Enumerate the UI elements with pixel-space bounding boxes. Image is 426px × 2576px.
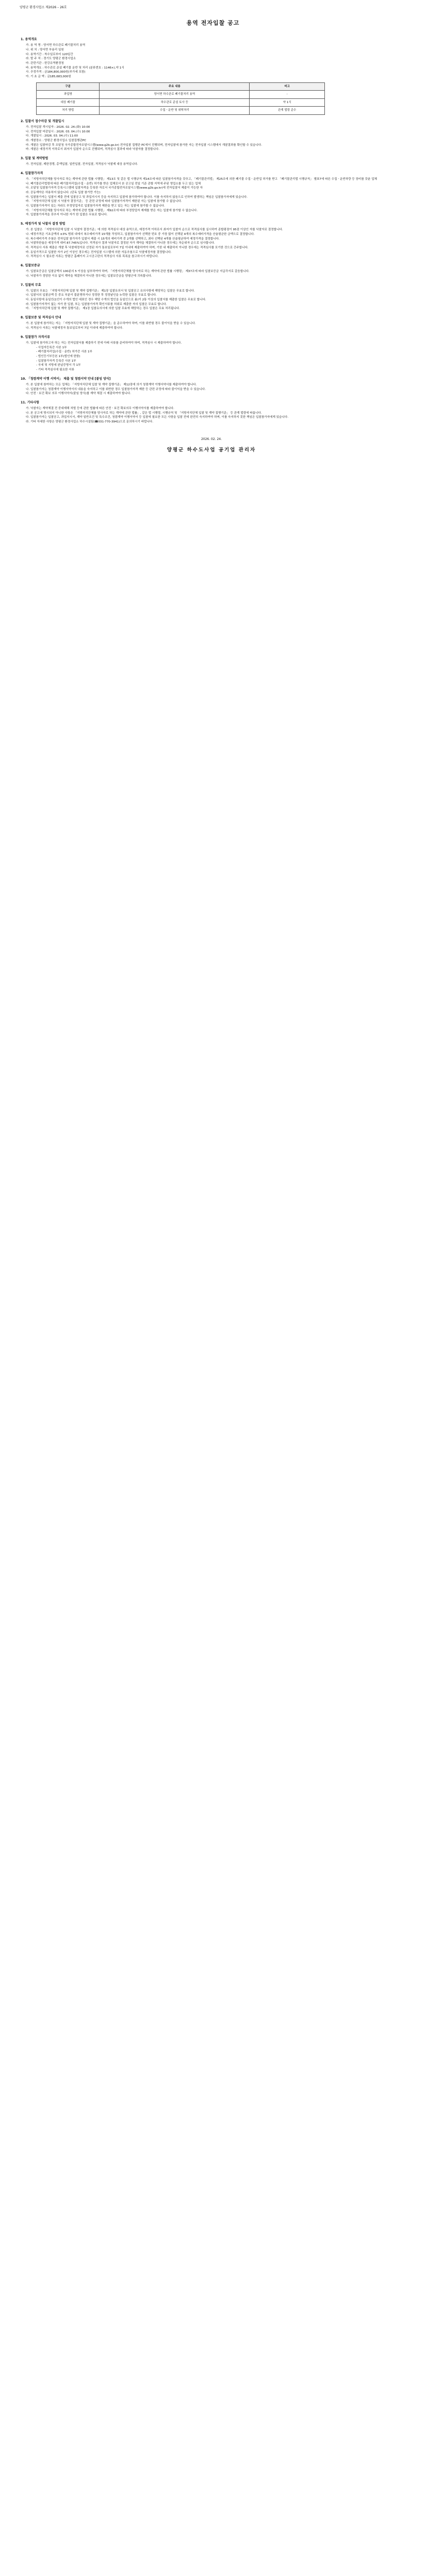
notice-date: 2026. 02. 24. bbox=[201, 437, 222, 441]
section-line: 다. 개찰일시 : 2026. 03. 04.(수) 11:00 bbox=[26, 134, 78, 138]
list-item: - 법인등기부등본 1부(법인에 한함) bbox=[36, 354, 80, 358]
section-heading: 11. 기타사항 bbox=[21, 400, 39, 404]
table-header: 구분 bbox=[37, 82, 100, 91]
table-header: 비고 bbox=[250, 82, 325, 91]
section-line: 라. 입찰참가자격이 없는 자가 한 입찰, 또는 입찰참가자격 확인서류를 허위로 제출한 자의 입찰은 무효로 합니다. bbox=[26, 302, 167, 306]
section-heading: 6. 입찰보증금 bbox=[21, 263, 40, 267]
section-line: 다. 복수예비가격 추첨은 전자입찰 참가자가 입찰서 제출 시 15개의 예비가격 중 2개를 선택하고, 최다 선택된 4개를 산술평균하여 예정가격을 결정합니다. bbox=[26, 237, 220, 241]
section-line: 가. 낙찰자는 계약체결 전 중대재해 처벌 등에 관한 법률에 따른 안전ㆍ보건 확보의무 이행서약서를 제출하여야 합니다. bbox=[26, 407, 174, 411]
section-line: 아. 「지방자치단체를 당사자로 하는 계약에 관한 법률 시행령」 제92조에 따라 부정당업자 제재를 받은 자는 입찰에 참가할 수 없습니다. bbox=[26, 209, 198, 212]
section-line: 가. 「지방자치단체를 당사자로 하는 계약에 관한 법률 시행령」 제13조 및 같은 법 시행규칙 제14조에 따른 입찰참가자격을 갖추고, 「폐기물관리법」 제25조에 의한 폐기물 수집ㆍ운반업 허가를 받고 「폐기물관리법 시행규칙」 별표7에 따른 수집ㆍ운반차량 등 장비를 갖춘 업체 bbox=[26, 178, 377, 181]
section-line: 마. 적격심사 서류 제출은 개찰 후 낙찰예정자로 선정된 자가 통보일로부터 7일 이내에 제출하여야 하며, 기한 내 제출하지 아니한 경우에는 적격심사를 포기한 것으로 간주합니다. bbox=[26, 246, 249, 249]
table-row bbox=[37, 107, 325, 115]
table-cell: 처리 방법 bbox=[37, 107, 100, 115]
section-line: 가. 입찰에 참가하고자 하는 자는 전자입찰서를 제출하기 전에 아래 서류를 준비하여야 하며, 적격심사 시 제출하여야 합니다. bbox=[26, 341, 182, 345]
list-item: - 국세 및 지방세 완납증명서 각 1부 bbox=[36, 364, 81, 367]
table-cell: 양서면 하수관로 폐기물처리 용역 bbox=[100, 91, 250, 99]
section-line: 나. 예정가격은 기초금액의 ±3% 범위 내에서 복수예비가격 15개를 작성하고, 입찰참가자가 선택한 번호 중 가장 많이 선택된 4개의 복수예비가격을 산술평균한 금액으로 결정합니다. bbox=[26, 232, 255, 236]
notice-issuer: 양평군 하수도사업 공기업 관리자 bbox=[167, 447, 256, 453]
section-heading: 4. 입찰참가자격 bbox=[21, 171, 43, 175]
section-line: 나. 낙찰자가 정당한 이유 없이 계약을 체결하지 아니한 경우에는 입찰보증금을 양평군에 귀속합니다. bbox=[26, 274, 152, 278]
section-line: 가. 전자입찰 개시일자 : 2026. 02. 24.(화) 10:00 bbox=[26, 125, 90, 129]
section-line: 아. 기 초 금 액 : 금185,683,000원 bbox=[26, 75, 71, 78]
table-cell: 하수관로 준설 토사 등 bbox=[100, 98, 250, 107]
section-line: 라. 개찰장소 : 양평군 환경사업소 입찰집행관PC bbox=[26, 139, 87, 142]
section-heading: 7. 입찰의 무효 bbox=[21, 283, 41, 287]
section-heading: 5. 예정가격 및 낙찰자 결정 방법 bbox=[21, 222, 65, 226]
section-line: 사. 추정가격 : 금184,800,000원(부가세 포함) bbox=[26, 71, 86, 74]
section-line: 나. 본 공고에 명시되지 아니한 사항은 「지방자치단체를 당사자로 하는 계약에 관한 법률」, 같은 법 시행령, 시행규칙 및 「지방자치단체 입찰 및 계약 집행기준」 등 관계 법령에 따릅니다. bbox=[26, 411, 262, 415]
section-line: 라. 공동계약은 허용하지 않습니다. (단독 입찰 참가만 가능) bbox=[26, 191, 101, 195]
table-row bbox=[37, 98, 325, 107]
table-cell: 과업명 bbox=[37, 91, 100, 99]
section-line: 가. 본 입찰은 「지방자치단체 입찰 시 낙찰자 결정기준」에 의한 적격심사 대상 용역으로, 예정가격 이하로서 최저가 입찰자 순으로 적격심사를 실시하여 종합평점이 95점 이상인 자를 낙찰자로 결정합니다. bbox=[26, 228, 283, 232]
section-line: 마. 「지방자치단체 입찰 및 계약 집행기준」 제1장 입찰유의서에 의한 입찰 무효에 해당하는 경우 입찰은 무효 처리됩니다. bbox=[26, 307, 180, 311]
section-line: 나. 입찰서의 입찰금액 등 중요 부분이 불분명하거나 정정한 후 정정날인을 누락한 입찰은 무효로 합니다. bbox=[26, 294, 157, 297]
section-line: 사. 적격심사 시 필요한 서류는 양평군 홈페이지 고시공고란의 적격심사 서류 목록을 참고하시기 바랍니다. bbox=[26, 255, 159, 259]
table-cell: 약 1식 bbox=[250, 98, 325, 107]
section-line: 사. 입찰참가자격이 있는 자라도 부정당업자로 입찰참가자격 제한을 받고 있는 자는 입찰에 참가할 수 없습니다. bbox=[26, 205, 165, 208]
section-line: 다. 용역기간 : 착수일로부터 120일간 bbox=[26, 53, 73, 56]
section-line: 다. 안전ㆍ보건 확보 의무 이행서약서(붙임 양식)를 계약 체결 시 제출하여야 합니다. bbox=[26, 392, 132, 396]
section-line: 자. 입찰참가자격을 갖추지 아니한 자가 한 입찰은 무효로 합니다. bbox=[26, 213, 108, 217]
section-line: 나. 위 치 : 양서면 부용리 일원 bbox=[26, 48, 64, 52]
table-cell: 관계 법령 준수 bbox=[250, 107, 325, 115]
list-item: - 기타 적격심사에 필요한 서류 bbox=[36, 368, 74, 371]
notice-number: 양평군 환경사업소 제2026 – 26호 bbox=[20, 6, 67, 9]
section-line: 라. 낙찰하한율은 예정가격 대비 87.745%입니다. 적격심사 결과 낙찰자로 결정된 자가 계약을 체결하지 아니한 경우에는 차순위자 순으로 심사합니다. bbox=[26, 242, 215, 245]
section-heading: 8. 입찰보증 및 적격심사 안내 bbox=[21, 316, 61, 320]
table-cell: 대상 폐기물 bbox=[37, 98, 100, 107]
section-heading: 10. 「청렴계약 이행 서약서」 제출 및 청렴서약 안내 [붙임 양식] bbox=[21, 377, 111, 381]
section-line: 라. 발 주 처 : 경기도 양평군 환경사업소 bbox=[26, 57, 76, 61]
section-line: 나. 적격심사 서류는 낙찰예정자 통보일로부터 7일 이내에 제출하여야 합니다. bbox=[26, 327, 123, 330]
section-line: 다. 입찰참가자는 입찰공고, 과업지시서, 계약 일반조건 및 특수조건, 청렴계약 이행서약서 등 입찰에 필요한 모든 사항을 입찰 전에 완전히 숙지하여야 하며, 이를 숙지하지 못한 책임은 입찰참가자에게 있습니다. bbox=[26, 416, 289, 419]
section-line: 나. 폐기물관리법령에 따른 폐기물처리업(수집ㆍ운반) 허가를 받은 업체로서 본 공고일 전일 기준 관할 지역에 주된 영업소를 두고 있는 업체 bbox=[26, 182, 201, 185]
section-line: 마. 개찰은 입찰마감 후 조달청 국가종합전자조달시스템(www.g2b.go.kr) 전자입찰 집행관 PC에서 진행되며, 전자입찰에 참가한 자는 전자입찰 시스템에서 개찰결과를 확인할 수 있습니다. bbox=[26, 143, 263, 147]
section-line: 바. 개찰은 예정가격 이하로서 최저가 입찰자 순으로 진행되며, 적격심사 결과에 따라 낙찰자를 결정합니다. bbox=[26, 148, 160, 151]
section-line: 마. 관련기관 : 한강유역환경청 bbox=[26, 61, 64, 65]
section-line: 가. 입찰의 무효는 「지방자치단체 입찰 및 계약 집행기준」 제1장 입찰유의서 및 입찰공고 유의사항에 해당하는 입찰은 무효로 합니다. bbox=[26, 289, 195, 293]
table-row bbox=[37, 91, 325, 99]
section-heading: 9. 입찰참가 자격서류 bbox=[21, 335, 51, 339]
notice-body bbox=[21, 33, 402, 454]
section-line: 바. 동일가격으로 입찰한 자가 2인 이상인 경우에는 전자입찰 시스템에 의한 자동추첨으로 낙찰예정자를 결정합니다. bbox=[26, 250, 172, 254]
list-item: - 폐기물처리업(수집ㆍ운반) 허가증 사본 1부 bbox=[36, 350, 92, 354]
section-heading: 3. 입찰 및 계약방법 bbox=[21, 156, 48, 160]
section-line: 가. 전자입찰, 제한경쟁, 총액입찰, 일반입찰, 전자입찰, 적격심사 낙찰제 대상 용역입니다. bbox=[26, 163, 138, 166]
section-heading: 1. 용역개요 bbox=[21, 38, 37, 41]
table-cell: - bbox=[250, 91, 325, 99]
section-line: 가. 입찰보증금은 입찰금액의 100분의 5 이상을 납부하여야 하며, 「지방자치단체를 당사자로 하는 계약에 관한 법률 시행령」 제37조에 따라 입찰보증금 지급각서로 갈음합니다. bbox=[26, 270, 250, 274]
section-line: 바. 용역개요 : 하수관로 준설 폐기물 운반 및 처리 (분류번호 : 1146×),약 1식 bbox=[26, 66, 124, 70]
section-heading: 2. 입찰서 접수마감 및 개찰일시 bbox=[21, 119, 64, 123]
list-item: - 사업자등록증 사본 1부 bbox=[36, 346, 67, 349]
section-line: 나. 입찰참가자는 청렴계약 이행서약서의 내용을 숙지하고 이를 위반한 경우 입찰참가자격 제한 등 관련 규정에 따라 불이익을 받을 수 있습니다. bbox=[26, 387, 206, 391]
section-line: 마. 입찰참가자는 입찰서 제출 전에 입찰공고 및 과업지시서 등을 숙지하고 입찰에 참가하여야 합니다. 이를 숙지하지 않음으로 인하여 발생하는 책임은 입찰참가자에게 있습니다. bbox=[26, 195, 248, 199]
section-line: 나. 전자입찰 마감일시 : 2026. 03. 04.(수) 10:00 bbox=[26, 130, 90, 133]
section-line: 가. 본 입찰에 참여하는 모든 업체는 「지방자치단체 입찰 및 계약 집행기준」 제12장에 의거 청렴계약 이행서약서를 제출하여야 합니다. bbox=[26, 383, 197, 386]
list-item: - 입찰참가자격 등록증 사본 1부 bbox=[36, 359, 76, 363]
section-line: 가. 본 입찰에 참가하는 자는 「지방자치단체 입찰 및 계약 집행기준」을 준수하여야 하며, 이를 위반할 경우 불이익을 받을 수 있습니다. bbox=[26, 322, 196, 326]
section-line: 라. 기타 자세한 사항은 양평군 환경사업소 하수시설팀(☎031-770-3941)으로 문의하시기 바랍니다. bbox=[26, 420, 154, 424]
section-line: 다. 동일사항에 동일인(1인이 수개의 법인 대표인 경우 해당 수개의 법인을 동일인으로 봄)이 2통 이상의 입찰서를 제출한 입찰은 무효로 합니다. bbox=[26, 298, 206, 302]
section-line: 바. 「지방자치단체 입찰 시 낙찰자 결정기준」 등 관련 규정에 따라 입찰참가자격이 제한된 자는 입찰에 참가할 수 없습니다. bbox=[26, 200, 182, 204]
page-title: 용역 전자입찰 공고 bbox=[186, 20, 240, 26]
section-line: 다. 조달청 입찰참가자격 등록시스템에 입찰자격을 등록한 자로서 국가종합전자조달시스템(www.g2b.go.kr)에 전자입찰서 제출이 가능한 자 bbox=[26, 187, 203, 190]
section-line: 가. 용 역 명 : 양서면 하수관로 폐기물처리 용역 bbox=[26, 44, 86, 47]
summary-table bbox=[36, 82, 325, 115]
table-cell: 수집ㆍ운반 및 위탁처리 bbox=[100, 107, 250, 115]
table-header: 주요 내용 bbox=[100, 82, 250, 91]
